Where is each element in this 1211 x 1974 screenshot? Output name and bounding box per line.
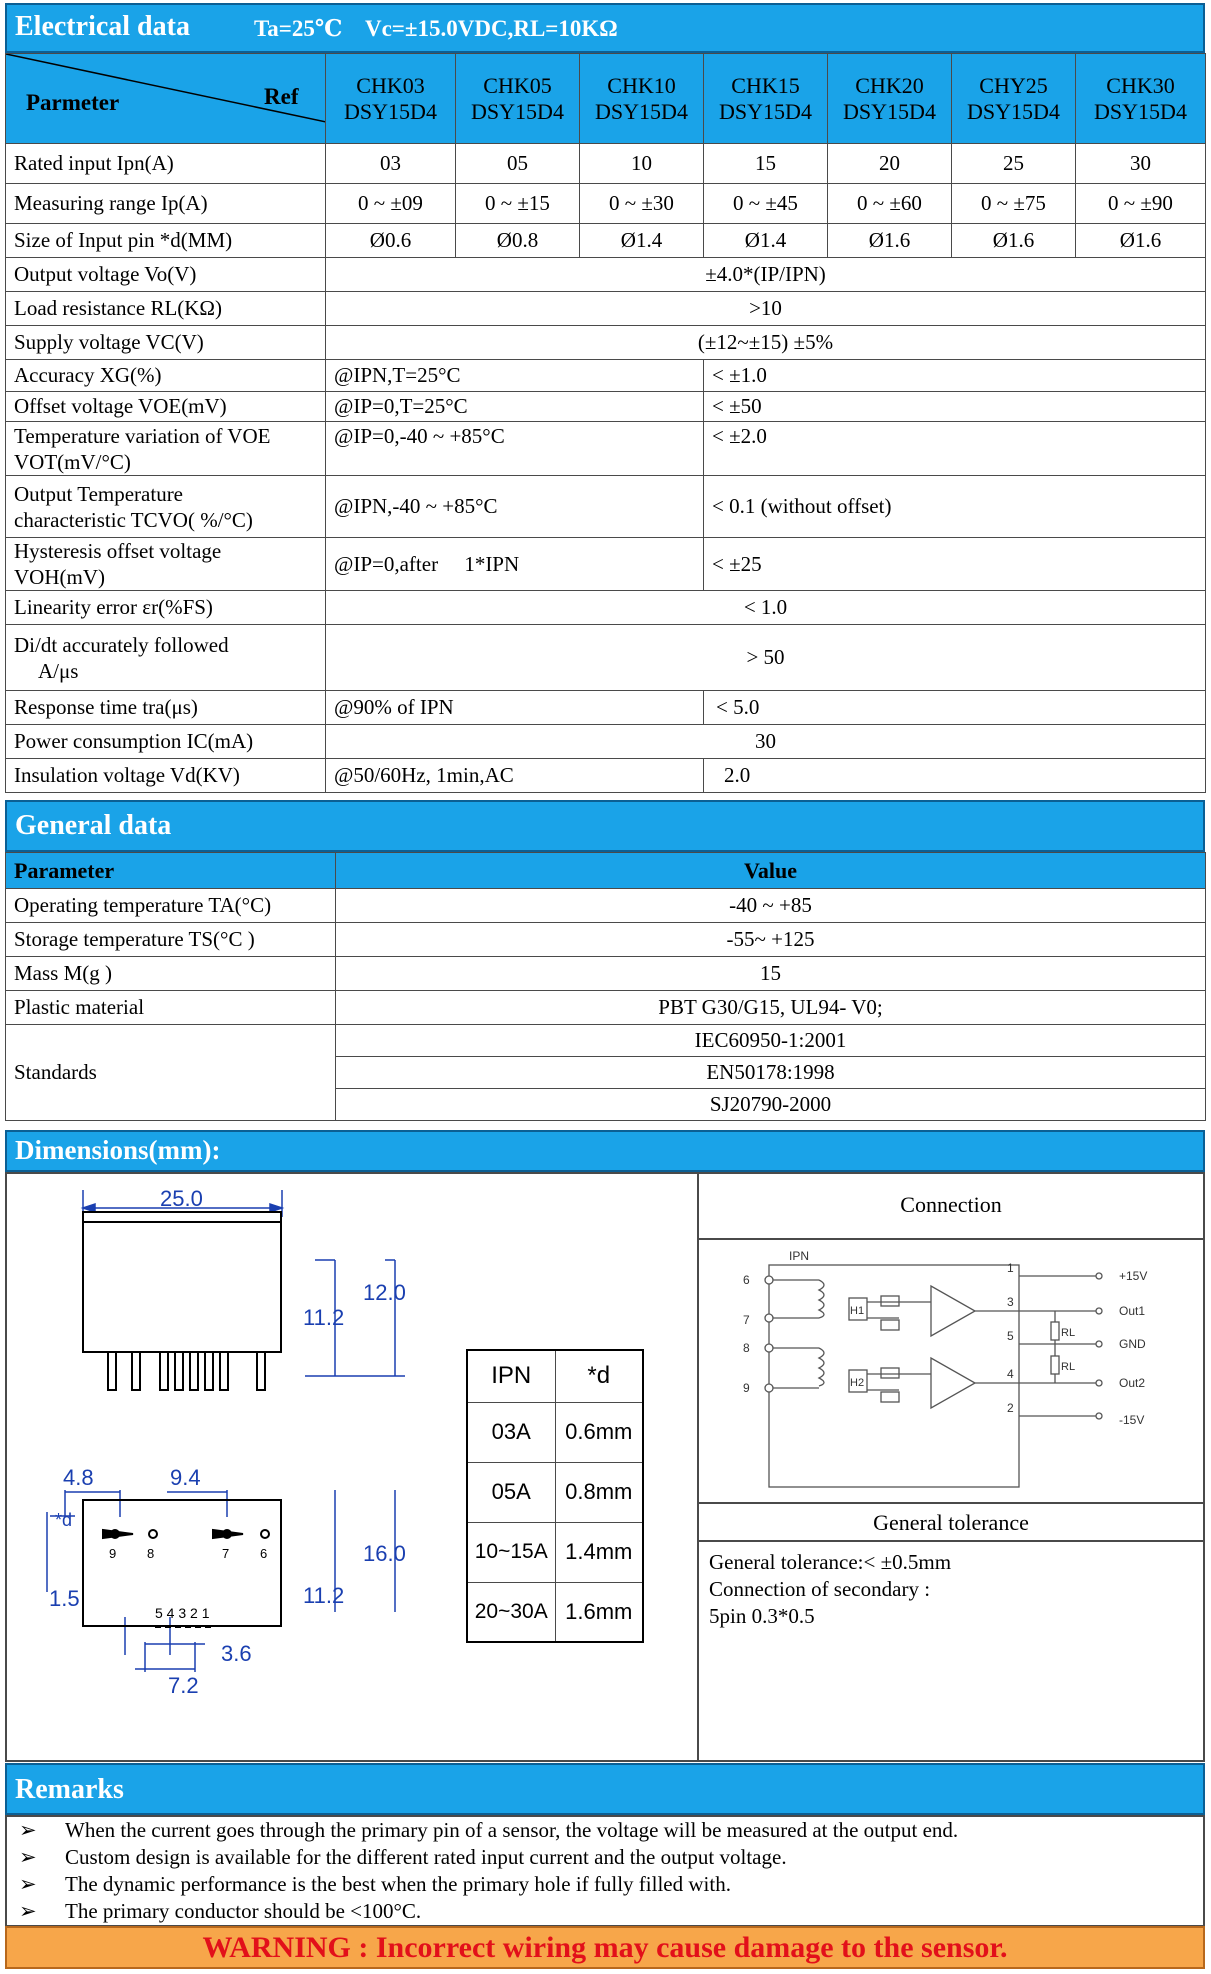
warning-banner: WARNING : Incorrect wiring may cause damage to the sensor. — [5, 1926, 1205, 1969]
cell-value: Ø1.4 — [580, 224, 704, 258]
cell-value: Ø1.6 — [952, 224, 1076, 258]
bullet-icon: ➢ — [19, 1818, 37, 1842]
cell-value: < 5.0 — [704, 691, 1206, 725]
circuit-pin: 2 — [1007, 1401, 1014, 1415]
pin-6: 6 — [260, 1546, 268, 1561]
measuring-range-row — [6, 184, 1206, 224]
cell-value: 10 — [580, 144, 704, 184]
tolerance-line: Connection of secondary : — [709, 1577, 931, 1601]
hysteresis-row — [6, 538, 1206, 591]
input-pin-row — [6, 224, 1206, 258]
circuit-pin: 9 — [743, 1381, 750, 1395]
row-label: Supply voltage VC(V) — [6, 326, 326, 360]
datasheet-page — [5, 3, 1205, 1969]
insulation-row — [6, 759, 1206, 793]
cell-value: < ±25 — [704, 538, 1206, 591]
bullet-icon: ➢ — [19, 1899, 37, 1923]
pin-table-cell: 05A — [467, 1462, 555, 1522]
cell-value: -55~ +125 — [336, 923, 1206, 957]
dim-160: 16.0 — [363, 1541, 406, 1566]
row-label: Response time tra(μs) — [6, 691, 326, 725]
cell-value: 03 — [326, 144, 456, 184]
circuit-output: Out2 — [1119, 1376, 1146, 1390]
tolerance-line: 5pin 0.3*0.5 — [709, 1604, 815, 1628]
general-table — [5, 852, 1206, 1121]
pin-table-cell: 0.8mm — [555, 1462, 643, 1522]
cell-value: 0 ~ ±75 — [952, 184, 1076, 224]
pin-table — [466, 1349, 644, 1643]
load-resistance-row — [6, 292, 1206, 326]
cell-value: 25 — [952, 144, 1076, 184]
row-label: Mass M(g ) — [6, 957, 336, 991]
header-param: Parmeter — [26, 90, 120, 115]
pin-table-header: IPN — [467, 1350, 555, 1402]
row-label: Power consumption IC(mA) — [6, 725, 326, 759]
cell-value: Ø1.6 — [1076, 224, 1206, 258]
cell-value: 0 ~ ±30 — [580, 184, 704, 224]
cell-condition: @IP=0,T=25°C — [326, 392, 704, 422]
circuit-rl: RL — [1061, 1361, 1076, 1373]
circuit-pin: 1 — [1007, 1261, 1014, 1275]
header-value: Value — [336, 853, 1206, 889]
cell-value: 2.0 — [704, 759, 1206, 793]
pin-9: 9 — [109, 1546, 117, 1561]
power-row — [6, 725, 1206, 759]
cell-value: Ø1.6 — [828, 224, 952, 258]
cell-condition: @IPN,T=25°C — [326, 360, 704, 392]
row-label: Rated input Ipn(A) — [6, 144, 326, 184]
cell-value: 0 ~ ±15 — [456, 184, 580, 224]
cell-value: 30 — [1076, 144, 1206, 184]
pin-8: 8 — [147, 1546, 155, 1561]
cell-value: 20 — [828, 144, 952, 184]
response-row — [6, 691, 1206, 725]
cell-value: < ±1.0 — [704, 360, 1206, 392]
dim-94: 9.4 — [170, 1465, 201, 1490]
row-label: Offset voltage VOE(mV) — [6, 392, 326, 422]
pin-table-cell: 0.6mm — [555, 1402, 643, 1462]
pin-table-cell: 20~30A — [467, 1582, 555, 1642]
standards-row — [6, 1025, 1206, 1057]
pin-table-cell: 1.6mm — [555, 1582, 643, 1642]
cell-condition: @90% of IPN — [326, 691, 704, 725]
cell-value: -40 ~ +85 — [336, 889, 1206, 923]
remarks-title: Remarks — [15, 1774, 124, 1805]
row-label: Standards — [6, 1025, 336, 1121]
cell-condition: @IPN,-40 ~ +85°C — [326, 476, 704, 538]
cell-value: Ø1.4 — [704, 224, 828, 258]
row-label: Output voltage Vo(V) — [6, 258, 326, 292]
dim-72: 7.2 — [168, 1673, 199, 1698]
bullet-icon: ➢ — [19, 1845, 37, 1869]
model-header: CHK10 DSY15D4 — [580, 54, 704, 144]
circuit-pin: 4 — [1007, 1367, 1014, 1381]
general-title-bar — [5, 800, 1205, 852]
dim-48: 4.8 — [63, 1465, 94, 1490]
row-label: Output Temperature characteristic TCVO( %/°C) — [6, 476, 326, 538]
general-row — [6, 889, 1206, 923]
general-row — [6, 923, 1206, 957]
row-label: Size of Input pin *d(MM) — [6, 224, 326, 258]
model-header: CHK15 DSY15D4 — [704, 54, 828, 144]
cell-value: 05 — [456, 144, 580, 184]
cell-condition: @IP=0,after 1*IPN — [326, 538, 704, 591]
general-header-row — [6, 853, 1206, 889]
general-title: General data — [15, 810, 172, 841]
cell-value: < ±2.0 — [704, 422, 1206, 476]
row-label: Load resistance RL(KΩ) — [6, 292, 326, 326]
output-temp-row — [6, 476, 1206, 538]
cell-value: 0 ~ ±45 — [704, 184, 828, 224]
cell-value: 0 ~ ±60 — [828, 184, 952, 224]
remark-item: ➢ Custom design is available for the different rated input current and the output voltage. — [19, 1845, 787, 1869]
row-label: Accuracy XG(%) — [6, 360, 326, 392]
connection-circuit — [699, 1240, 1203, 1502]
row-label: Storage temperature TS(°C ) — [6, 923, 336, 957]
connection-title: Connection — [697, 1172, 1205, 1240]
general-row — [6, 957, 1206, 991]
cell-value: 0 ~ ±90 — [1076, 184, 1206, 224]
row-label: Operating temperature TA(°C) — [6, 889, 336, 923]
cell-value: 30 — [326, 725, 1206, 759]
cell-value: 15 — [704, 144, 828, 184]
row-label: Plastic material — [6, 991, 336, 1025]
cell-value: Ø0.6 — [326, 224, 456, 258]
sensor-side-view — [83, 1212, 281, 1390]
remark-item: ➢ When the current goes through the primary pin of a sensor, the voltage will be measured at the output end. — [19, 1818, 959, 1842]
pin-table-header: *d — [555, 1350, 643, 1402]
general-row — [6, 991, 1206, 1025]
circuit-h1: H1 — [850, 1305, 865, 1317]
remark-item: ➢ The dynamic performance is the best when the primary hole if fully filled with. — [19, 1872, 731, 1896]
dim-top-width: 25.0 — [160, 1186, 203, 1211]
circuit-rl: RL — [1061, 1327, 1076, 1339]
cell-value: Ø0.8 — [456, 224, 580, 258]
circuit-ipn: IPN — [789, 1249, 810, 1263]
tolerance-title: General tolerance — [697, 1502, 1205, 1542]
pin-table-cell: 1.4mm — [555, 1522, 643, 1582]
cell-value: (±12~±15) ±5% — [326, 326, 1206, 360]
supply-voltage-row — [6, 326, 1206, 360]
pin-table-cell: 03A — [467, 1402, 555, 1462]
cell-value: EN50178:1998 — [336, 1057, 1206, 1089]
dim-d: *d — [55, 1510, 73, 1530]
cell-value: IEC60950-1:2001 — [336, 1025, 1206, 1057]
dim-112: 11.2 — [303, 1583, 345, 1608]
dim-36: 3.6 — [221, 1641, 252, 1666]
cell-value: PBT G30/G15, UL94- V0; — [336, 991, 1206, 1025]
param-ref-cell — [6, 54, 326, 144]
pin-7: 7 — [222, 1546, 230, 1561]
circuit-pin: 5 — [1007, 1329, 1014, 1343]
circuit-output: +15V — [1119, 1269, 1148, 1283]
electrical-conditions: Ta=25℃ Vc=±15.0VDC,RL=10KΩ — [254, 16, 618, 41]
row-label: Measuring range Ip(A) — [6, 184, 326, 224]
model-header: CHK20 DSY15D4 — [828, 54, 952, 144]
cell-condition: @IP=0,-40 ~ +85°C — [326, 422, 704, 476]
circuit-pin: 6 — [743, 1273, 750, 1287]
pin-table-cell: 10~15A — [467, 1522, 555, 1582]
row-label: Di/dt accurately followed A/μs — [6, 625, 326, 691]
model-header: CHK05 DSY15D4 — [456, 54, 580, 144]
remark-item: ➢ The primary conductor should be <100°C. — [19, 1899, 422, 1923]
circuit-output: -15V — [1119, 1413, 1145, 1427]
electrical-header-row — [6, 54, 1206, 144]
cell-condition: @50/60Hz, 1min,AC — [326, 759, 704, 793]
dim-side-h1: 11.2 — [303, 1305, 345, 1330]
circuit-pin: 3 — [1007, 1295, 1014, 1309]
model-header: CHK03 DSY15D4 — [326, 54, 456, 144]
bullet-icon: ➢ — [19, 1872, 37, 1896]
cell-value: SJ20790-2000 — [336, 1089, 1206, 1121]
model-header: CHK30 DSY15D4 — [1076, 54, 1206, 144]
dimensions-title: Dimensions(mm): — [15, 1135, 221, 1165]
dimensions-title-bar — [5, 1130, 1205, 1172]
circuit-pin: 8 — [743, 1341, 750, 1355]
rated-input-row — [6, 144, 1206, 184]
row-label: Linearity error εr(%FS) — [6, 591, 326, 625]
row-label: Insulation voltage Vd(KV) — [6, 759, 326, 793]
circuit-output: Out1 — [1119, 1304, 1146, 1318]
tolerance-line: General tolerance:< ±0.5mm — [709, 1550, 952, 1574]
row-label: Temperature variation of VOE VOT(mV/°C) — [6, 422, 326, 476]
didt-row — [6, 625, 1206, 691]
cell-value: < ±50 — [704, 392, 1206, 422]
offset-voltage-row — [6, 392, 1206, 422]
circuit-h2: H2 — [850, 1377, 865, 1389]
model-header: CHY25 DSY15D4 — [952, 54, 1076, 144]
circuit-pin: 7 — [743, 1313, 750, 1327]
dim-15: 1.5 — [49, 1586, 80, 1611]
electrical-table — [5, 53, 1206, 793]
remarks-title-bar — [5, 1763, 1205, 1815]
cell-value: > 50 — [326, 625, 1206, 691]
temp-variation-row — [6, 422, 1206, 476]
electrical-title-bar — [5, 3, 1205, 53]
linearity-row — [6, 591, 1206, 625]
electrical-title: Electrical data — [15, 11, 190, 42]
circuit-output: GND — [1119, 1337, 1146, 1351]
accuracy-row — [6, 360, 1206, 392]
pins-bottom: 5 4 3 2 1 — [155, 1605, 210, 1621]
header-parameter: Parameter — [6, 853, 336, 889]
output-voltage-row — [6, 258, 1206, 292]
cell-value: < 0.1 (without offset) — [704, 476, 1206, 538]
cell-value: < 1.0 — [326, 591, 1206, 625]
cell-value: ±4.0*(IP/IPN) — [326, 258, 1206, 292]
row-label: Hysteresis offset voltage VOH(mV) — [6, 538, 326, 591]
cell-value: >10 — [326, 292, 1206, 326]
dim-side-h2: 12.0 — [363, 1280, 406, 1305]
cell-value: 0 ~ ±09 — [326, 184, 456, 224]
cell-value: 15 — [336, 957, 1206, 991]
header-ref: Ref — [264, 84, 299, 109]
tolerance-text — [709, 1549, 951, 1630]
